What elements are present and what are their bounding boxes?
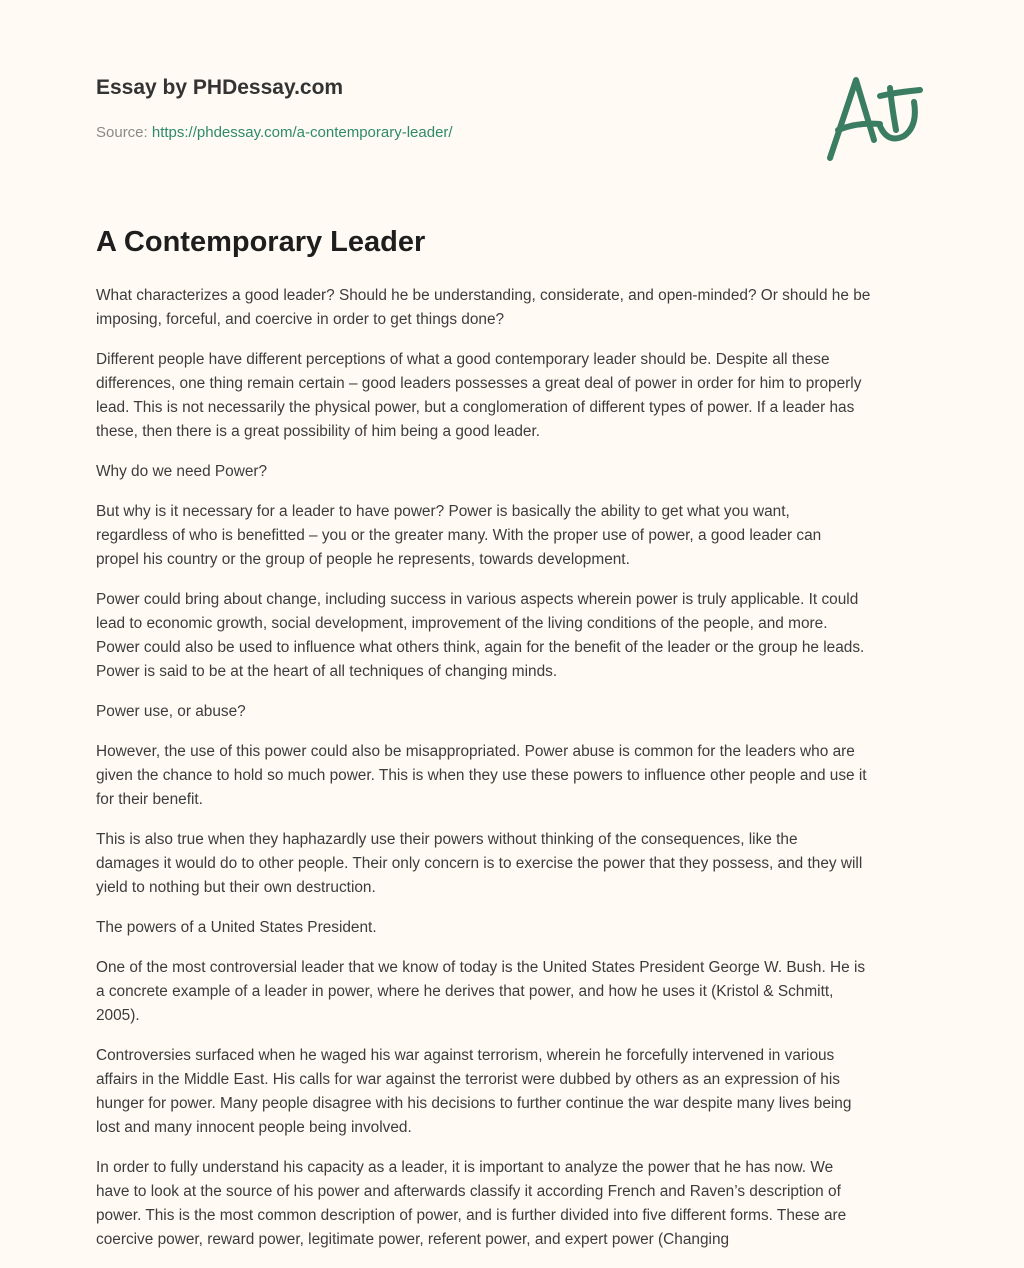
text-line: What characterizes a good leader? Should he be understanding, considerate, and open-minded? Or should he be: [96, 287, 871, 304]
text-line: yield to nothing but their own destruction.: [96, 879, 376, 896]
section-heading: [96, 700, 936, 724]
text-line: Why do we need Power?: [96, 463, 268, 480]
paragraph: [96, 956, 936, 1028]
text-line: But why is it necessary for a leader to have power? Power is basically the ability to get what you want,: [96, 503, 790, 520]
section-heading: [96, 460, 936, 484]
source-link[interactable]: https://phdessay.com/a-contemporary-leader/: [151, 124, 453, 141]
essay-title: A Contemporary Leader: [96, 226, 426, 258]
text-line: Power use, or abuse?: [96, 703, 246, 720]
text-line: have to look at the source of his power and afterwards classify it according French and Raven’s description of: [96, 1183, 841, 1200]
paragraph: [96, 740, 936, 812]
text-line: regardless of who is benefitted – you or the greater many. With the proper use of power, a good leader can: [96, 527, 822, 544]
text-line: lost and many innocent people being involved.: [96, 1119, 412, 1136]
paragraph: [96, 588, 936, 684]
text-line: However, the use of this power could also be misappropriated. Power abuse is common for the leaders who are: [96, 743, 855, 760]
essay-body: [96, 284, 936, 1268]
text-line: The powers of a United States President.: [96, 919, 377, 936]
text-line: hunger for power. Many people disagree with his decisions to further continue the war despite many lives being: [96, 1095, 852, 1112]
text-line: for their benefit.: [96, 791, 203, 808]
text-line: a concrete example of a leader in power, where he derives that power, and how he uses it (Kristol & Schmitt,: [96, 983, 834, 1000]
text-line: imposing, forceful, and coercive in order to get things done?: [96, 311, 505, 328]
site-brand: Essay by PHDessay.com: [96, 76, 344, 99]
text-line: In order to fully understand his capacity as a leader, it is important to analyze the power that he has now. We: [96, 1159, 834, 1176]
text-line: Power could also be used to influence what others think, again for the benefit of the leader or the group he leads.: [96, 639, 865, 656]
source-label: Source:: [96, 124, 148, 141]
text-line: coercive power, reward power, legitimate power, referent power, and expert power (Changing: [96, 1231, 730, 1248]
paragraph: [96, 1156, 936, 1252]
text-line: differences, one thing remain certain – good leaders possesses a great deal of power in order for him to properly: [96, 375, 862, 392]
section-heading: [96, 916, 936, 940]
source-line: [96, 124, 453, 141]
paragraph: [96, 1044, 936, 1140]
paragraph: [96, 348, 936, 444]
text-line: given the chance to hold so much power. This is when they use these powers to influence other people and use it: [96, 767, 867, 784]
text-line: propel his country or the group of people he represents, towards development.: [96, 551, 630, 568]
text-line: Controversies surfaced when he waged his war against terrorism, wherein he forcefully intervened in various: [96, 1047, 835, 1064]
text-line: Power is said to be at the heart of all techniques of changing minds.: [96, 663, 558, 680]
text-line: these, then there is a great possibility of him being a good leader.: [96, 423, 541, 440]
text-line: power. This is the most common description of power, and is further divided into five different forms. These are: [96, 1207, 847, 1224]
text-line: lead to economic growth, social development, improvement of the living conditions of the people, and more.: [96, 615, 828, 632]
text-line: Different people have different perceptions of what a good contemporary leader should be. Despite all these: [96, 351, 830, 368]
paragraph: [96, 500, 936, 572]
text-line: damages it would do to other people. Their only concern is to exercise the power that they possess, and they will: [96, 855, 863, 872]
paragraph: [96, 828, 936, 900]
text-line: Power could bring about change, including success in various aspects wherein power is truly applicable. It could: [96, 591, 859, 608]
text-line: 2005).: [96, 1007, 140, 1024]
text-line: affairs in the Middle East. His calls for war against the terrorist were dubbed by others as an expression of his: [96, 1071, 840, 1088]
text-line: lead. This is not necessarily the physical power, but a conglomeration of different types of power. If a leader has: [96, 399, 855, 416]
a-plus-logo-icon: [818, 68, 928, 164]
text-line: This is also true when they haphazardly use their powers without thinking of the consequences, like the: [96, 831, 798, 848]
paragraph: [96, 284, 936, 332]
text-line: One of the most controversial leader that we know of today is the United States President George W. Bush. He is: [96, 959, 866, 976]
